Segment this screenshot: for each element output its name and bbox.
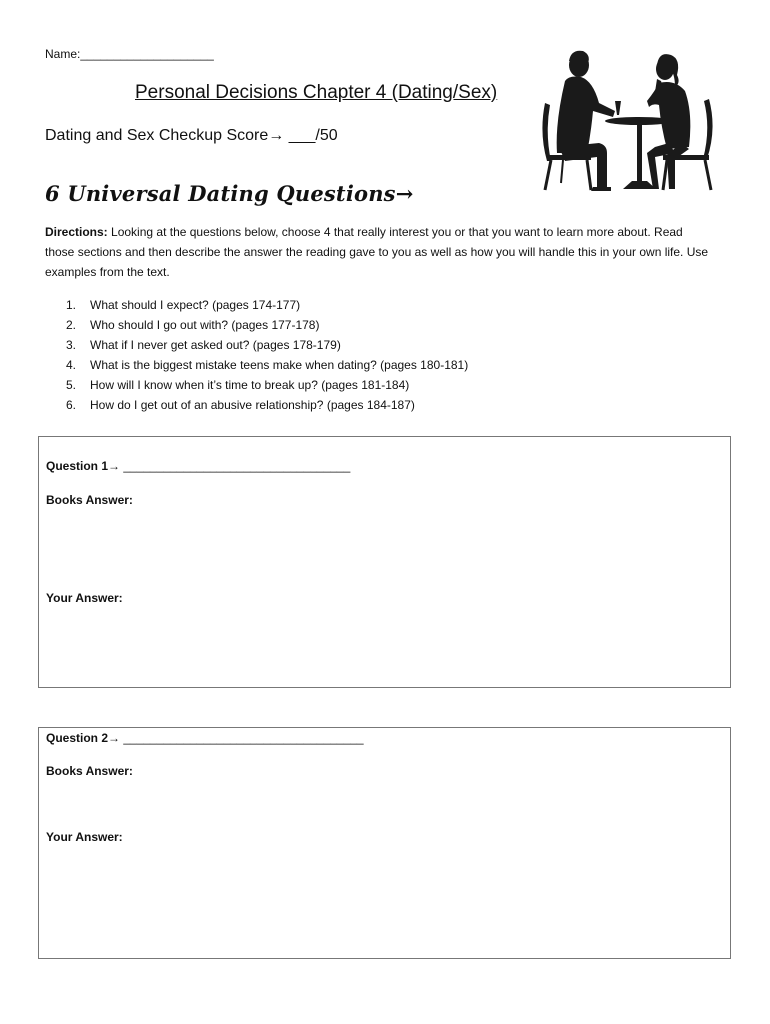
list-item-number: 6. <box>66 398 77 412</box>
list-item-number: 5. <box>66 378 77 392</box>
list-item <box>66 335 468 355</box>
section-heading: 6 Universal Dating Questions→ <box>45 181 414 206</box>
list-item <box>66 355 468 375</box>
books-answer-label: Books Answer: <box>46 764 133 778</box>
answer-box-question-1[interactable] <box>38 436 731 688</box>
question-1-label <box>46 459 350 473</box>
question-list <box>66 295 468 415</box>
name-field-line: Name:____________________ <box>45 47 214 61</box>
list-item-number: 3. <box>66 338 77 352</box>
list-item-text: How do I get out of an abusive relationship? (pages 184-187) <box>90 398 415 412</box>
list-item <box>66 395 468 415</box>
your-answer-label: Your Answer: <box>46 591 123 605</box>
list-item <box>66 315 468 335</box>
question-label-text: Question 2→ <box>46 731 121 745</box>
list-item-text: What should I expect? (pages 174-177) <box>90 298 301 312</box>
page-title: Personal Decisions Chapter 4 (Dating/Sex) <box>135 82 498 103</box>
list-item <box>66 295 468 315</box>
list-item-number: 1. <box>66 298 77 312</box>
directions-label: Directions: <box>45 225 108 239</box>
question-label-text: Question 1→ <box>46 459 121 473</box>
list-item-number: 2. <box>66 318 77 332</box>
couple-at-table-silhouette-icon <box>535 43 719 193</box>
list-item-text: What if I never get asked out? (pages 178-179) <box>90 338 341 352</box>
answer-box-question-2[interactable] <box>38 727 731 959</box>
question-blank-line: ____________________________________ <box>120 731 364 745</box>
books-answer-label: Books Answer: <box>46 493 133 507</box>
list-item-text: How will I know when it’s time to break up? (pages 181-184) <box>90 378 410 392</box>
list-item <box>66 375 468 395</box>
directions-paragraph <box>45 222 715 282</box>
list-item-text: Who should I go out with? (pages 177-178) <box>90 318 320 332</box>
list-item-number: 4. <box>66 358 77 372</box>
directions-text: Looking at the questions below, choose 4 that really interest you or that you want to learn more about. Read those sections and then describe the answer the reading gave to you as well as how you will handle this in your own life. Use examples from the text. <box>45 225 709 279</box>
your-answer-label: Your Answer: <box>46 830 123 844</box>
score-line: Dating and Sex Checkup Score→ ___/50 <box>45 127 338 144</box>
question-2-label <box>46 731 364 745</box>
question-blank-line: __________________________________ <box>120 459 351 473</box>
list-item-text: What is the biggest mistake teens make when dating? (pages 180-181) <box>90 358 469 372</box>
